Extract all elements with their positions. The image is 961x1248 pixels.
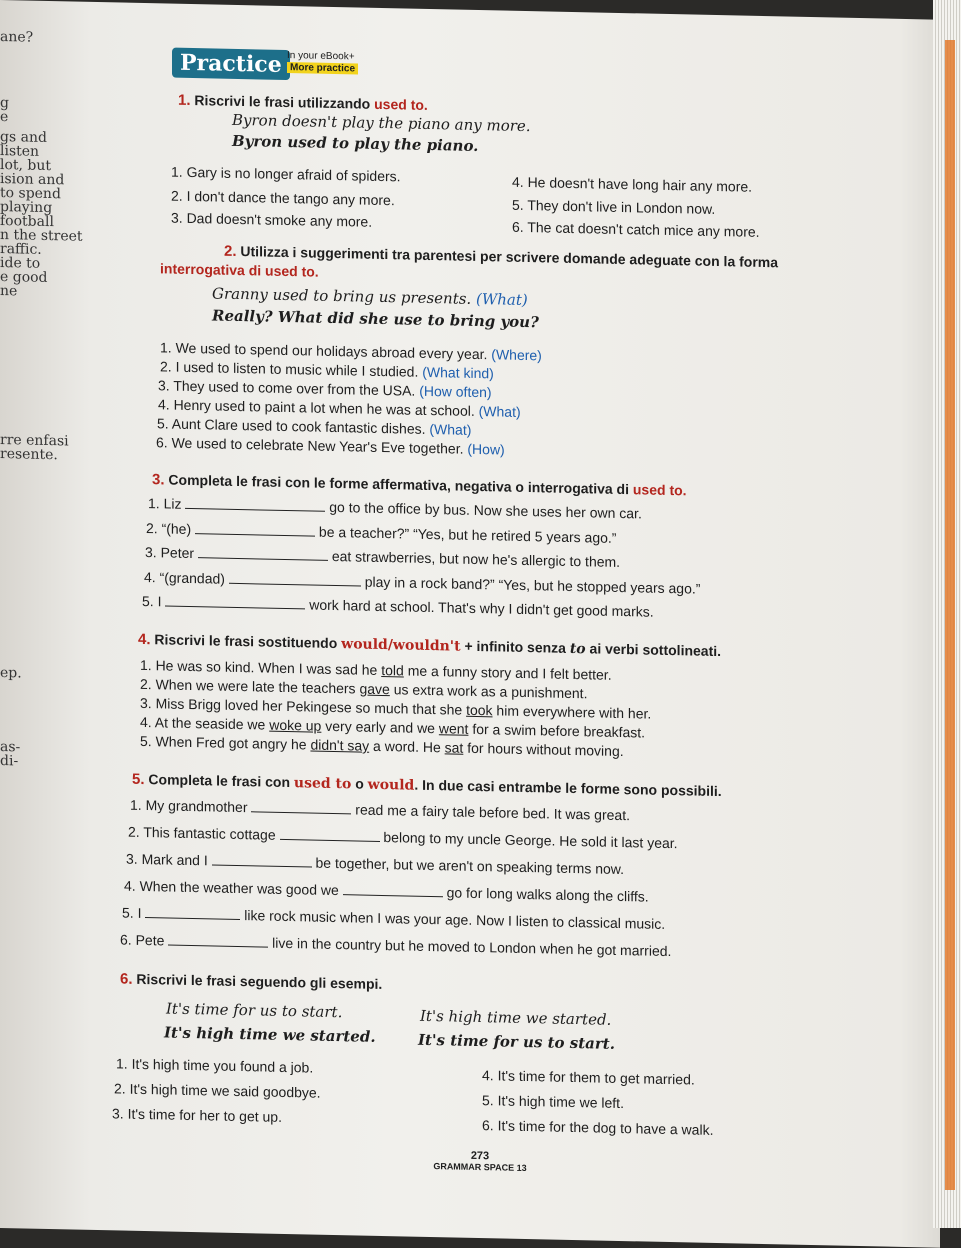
bleed-line: lot, but — [0, 157, 52, 175]
ex2-item-text: 3. They used to come over from the USA. — [158, 377, 416, 399]
ex5-item-post: read me a fairy tale before bed. It was great. — [355, 801, 630, 824]
ex3-item-pre: 4. “(grandad) — [144, 569, 225, 587]
bleed-line: football — [0, 213, 54, 231]
ex4-text: 1. He was so kind. When I was sad he — [140, 656, 382, 678]
ex4-text: me a funny story and I felt better. — [403, 662, 612, 683]
ex4-text: a word. He — [369, 737, 445, 756]
ex4-text: for hours without moving. — [463, 739, 624, 760]
bleed-line: ep. — [0, 665, 22, 682]
ex6-item: 3. It's time for her to get up. — [112, 1105, 282, 1125]
ex5-number: 5. — [132, 770, 145, 789]
answer-blank[interactable] — [343, 882, 443, 897]
ex1-item: 4. He doesn't have long hair any more. — [512, 173, 753, 195]
ex4-underlined-verb: didn't say — [310, 736, 370, 754]
ex5-item-post: like rock music when I was your age. Now I listen to classical music. — [244, 907, 666, 932]
ex5-item-pre: 2. This fantastic cottage — [128, 823, 276, 843]
ex5-item-pre: 1. My grandmother — [130, 796, 248, 816]
ex5-item-pre: 4. When the weather was good we — [124, 877, 339, 899]
ex2-item-text: 6. We used to celebrate New Year's Eve together. — [156, 434, 464, 457]
ex6-item: 4. It's time for them to get married. — [482, 1067, 695, 1088]
ex2-example-hint: (What) — [475, 289, 528, 310]
ex3-item — [145, 544, 620, 570]
ex5-item-post: be together, but we aren't on speaking terms now. — [315, 854, 625, 878]
ex3-item-pre: 1. Liz — [148, 495, 182, 512]
bleed-line: gs and — [0, 129, 47, 146]
ex2-example-q-text: Granny used to bring us presents. — [212, 284, 472, 308]
ex6-example2-q: It's high time we started. — [420, 1006, 612, 1029]
ex2-keyword: interrogativa di used to. — [160, 260, 319, 280]
answer-blank[interactable] — [251, 799, 351, 814]
ex2-item-text: 4. Henry used to paint a lot when he was at school. — [158, 396, 475, 419]
ex2-number: 2. — [224, 242, 237, 260]
ex5-item-post: live in the country but he moved to London when he got married. — [272, 934, 672, 960]
ex3-item-pre: 2. “(he) — [146, 520, 192, 538]
ex3-item-post: work hard at school. That's why I didn't get good marks. — [309, 596, 654, 620]
ex1-item: 1. Gary is no longer afraid of spiders. — [171, 163, 401, 185]
ex4-instruction-b: + infinito senza — [464, 637, 566, 656]
ebook-link[interactable] — [287, 50, 358, 75]
ex4-text: 3. Miss Brigg loved her Pekingese so much that she — [140, 694, 467, 718]
bleed-line: playing — [0, 199, 53, 217]
answer-blank[interactable] — [212, 852, 312, 867]
ex2-item — [156, 434, 505, 457]
page-number: 273 — [470, 1149, 490, 1163]
ex5-instruction: Completa le frasi con — [148, 771, 290, 791]
ex4-text: 5. When Fred got angry he — [140, 732, 311, 753]
ex1-keyword: used to. — [374, 95, 428, 113]
ex3-item-post: be a teacher?” “Yes, but he retired 5 years ago.” — [318, 523, 617, 546]
bleed-line: e — [0, 109, 9, 126]
ex4-text: 4. At the seaside we — [140, 713, 270, 733]
ex4-text: very early and we — [321, 717, 439, 737]
ex2-item-text: 5. Aunt Clare used to cook fantastic dishes. — [157, 415, 426, 437]
answer-blank[interactable] — [198, 545, 328, 561]
ex3-item — [148, 495, 642, 521]
bleed-line: di- — [0, 753, 19, 770]
more-practice-label: More practice — [287, 62, 358, 74]
ex5-item-pre: 3. Mark and I — [126, 850, 208, 869]
ex3-number: 3. — [152, 471, 165, 489]
ex6-item: 1. It's high time you found a job. — [116, 1055, 314, 1076]
practice-badge: Practice — [172, 48, 290, 80]
answer-blank[interactable] — [280, 827, 380, 842]
ex3-title — [152, 471, 687, 499]
ex4-text: him everywhere with her. — [492, 702, 652, 722]
answer-blank[interactable] — [145, 905, 240, 920]
ex5-item — [130, 797, 630, 823]
ex4-underlined-verb: sat — [444, 739, 464, 756]
ex1-item: 3. Dad doesn't smoke any more. — [171, 209, 373, 230]
ex3-instruction: Completa le frasi con le forme affermativa, negativa o interrogativa di — [168, 471, 629, 498]
ex4-underlined-verb: gave — [359, 680, 390, 698]
bleed-line: resente. — [0, 446, 58, 464]
answer-blank[interactable] — [185, 496, 325, 512]
ex2-example-q — [212, 284, 528, 309]
bleed-line: g — [0, 95, 9, 112]
ex3-item — [142, 593, 654, 620]
ex4-underlined-verb: told — [381, 661, 404, 679]
ex2-example-a: Really? What did she use to bring you? — [212, 306, 539, 332]
answer-blank[interactable] — [195, 521, 315, 537]
ex3-item-post: eat strawberries, but now he's allergic to them. — [331, 547, 621, 570]
ex2-item-hint: (What kind) — [422, 363, 494, 382]
bleed-line: rre enfasi — [0, 432, 69, 450]
page-tab-strip — [945, 40, 955, 1190]
bleed-line: n the street — [0, 227, 83, 245]
ex4-number: 4. — [138, 630, 151, 649]
ex3-item-post: play in a rock band?” “Yes, but he stopped years ago.” — [364, 573, 701, 597]
bleed-line: ne — [0, 283, 18, 300]
ex2-instruction: Utilizza i suggerimenti tra parentesi per scrivere domande adeguate con la forma — [240, 243, 779, 271]
ex4-text: for a swim before breakfast. — [468, 720, 646, 741]
ex6-item: 5. It's high time we left. — [482, 1092, 624, 1112]
ebook-label: In your eBook+ — [287, 50, 355, 63]
bleed-line: ision and — [0, 171, 65, 189]
section-title: GRAMMAR SPACE 13 — [433, 1161, 527, 1174]
ex4-instruction: Riscrivi le frasi sostituendo — [154, 631, 338, 652]
ex2-item-hint: (What) — [478, 403, 521, 420]
ex5-item-post: belong to my uncle George. He sold it last year. — [383, 829, 678, 852]
bleed-line: ide to — [0, 255, 41, 272]
answer-blank[interactable] — [168, 933, 268, 948]
ex3-item-pre: 3. Peter — [145, 544, 195, 562]
ex2-item-hint: (What) — [429, 420, 472, 438]
ex6-item: 2. It's high time we said goodbye. — [114, 1080, 321, 1101]
ex5-or: o — [355, 775, 364, 792]
ex1-item: 6. The cat doesn't catch mice any more. — [512, 218, 760, 240]
ex1-item: 5. They don't live in London now. — [512, 196, 716, 217]
ex1-example-a: Byron used to play the piano. — [232, 131, 479, 156]
ex4-underlined-verb: went — [438, 720, 469, 737]
bleed-line: raffic. — [0, 241, 42, 258]
ex5-item — [128, 824, 678, 852]
ex5-item-post: go for long walks along the cliffs. — [446, 884, 649, 905]
ex3-item-post: go to the office by bus. Now she uses her own car. — [329, 498, 642, 522]
ex6-number: 6. — [120, 970, 133, 988]
ex5-keyword-would: would — [367, 776, 415, 794]
ex5-item — [120, 932, 671, 960]
ex4-to: to — [569, 640, 586, 658]
ex2-item-text: 2. I used to listen to music while I studied. — [160, 358, 419, 380]
ex1-title — [178, 92, 428, 114]
ex6-example2-a: It's time for us to start. — [418, 1030, 615, 1053]
ex1-instruction: Riscrivi le frasi utilizzando — [194, 92, 371, 112]
ex1-example-q: Byron doesn't play the piano any more. — [232, 110, 531, 136]
ex5-title — [132, 771, 722, 800]
ex5-keyword-used-to: used to — [293, 775, 352, 793]
left-page-bleed — [0, 30, 95, 770]
ex4-underlined-verb: took — [466, 701, 493, 719]
ex2-item-hint: (How often) — [419, 382, 492, 401]
bleed-line: listen — [0, 143, 40, 160]
bleed-line: as- — [0, 739, 21, 756]
ex6-instruction: Riscrivi le frasi seguendo gli esempi. — [136, 970, 383, 993]
ex6-item: 6. It's time for the dog to have a walk. — [482, 1117, 714, 1138]
ex3-item — [144, 569, 700, 597]
bleed-line: to spend — [0, 185, 61, 203]
ex1-number: 1. — [178, 91, 191, 109]
ex4-text: us extra work as a punishment. — [389, 681, 588, 702]
ex2-item-hint: (Where) — [491, 346, 542, 364]
ex5-item-pre: 5. I — [122, 904, 142, 921]
ex6-example1-q: It's time for us to start. — [166, 999, 343, 1022]
ex1-item: 2. I don't dance the tango any more. — [171, 187, 395, 209]
ex6-example1-a: It's high time we started. — [164, 1023, 376, 1046]
ex4-text: 2. When we were late the teachers — [140, 675, 360, 697]
ex2-item-hint: (How) — [467, 440, 505, 458]
ex2-item-text: 1. We used to spend our holidays abroad every year. — [160, 339, 488, 363]
answer-blank[interactable] — [165, 593, 305, 609]
ex5-instruction-b: . In due casi entrambe le forme sono possibili. — [414, 776, 722, 800]
ex4-underlined-verb: woke up — [269, 716, 322, 734]
answer-blank[interactable] — [229, 571, 361, 587]
bleed-line: ane? — [0, 29, 34, 46]
ex5-item-pre: 6. Pete — [120, 931, 165, 949]
ex6-title — [120, 971, 382, 993]
ex3-item — [146, 520, 616, 546]
ex5-item — [126, 851, 624, 877]
ex3-keyword: used to. — [632, 481, 687, 499]
ex4-title — [138, 631, 721, 660]
ex4-keyword: would/wouldn't — [341, 636, 461, 655]
ex5-item — [124, 878, 649, 905]
bleed-line: e good — [0, 269, 48, 286]
ex3-item-pre: 5. I — [142, 592, 162, 610]
ex4-instruction-c: ai verbi sottolineati. — [589, 640, 722, 660]
ex5-item — [122, 905, 665, 932]
